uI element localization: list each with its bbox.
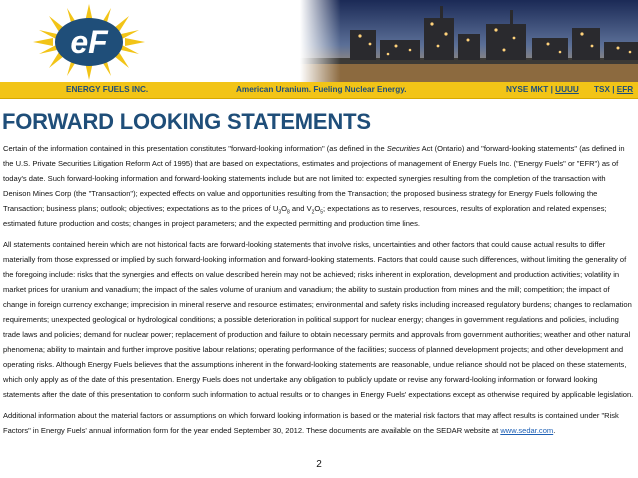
p3-end: .	[553, 426, 556, 435]
tsx-listing	[594, 85, 633, 94]
svg-text:eF: eF	[70, 24, 108, 60]
energy-fuels-logo	[14, 2, 164, 82]
tsx-ticker: EFR	[616, 85, 634, 94]
page-title: FORWARD LOOKING STATEMENTS	[2, 109, 371, 134]
p1-sub-2: 8	[287, 209, 290, 216]
nyse-label: NYSE MKT |	[506, 85, 553, 94]
p1-sub-3: 2	[311, 209, 315, 216]
p3-text: Additional information about the material factors or assumptions on which forward looking information is based or the material risk factors that may affect results is contained under "Risk Factors" in Energy Fuels' annual information form for the year ended September 30, 2012. These documents are available on the SEDAR website at	[3, 411, 619, 435]
nyse-listing	[506, 85, 579, 94]
p1-text-e: O	[314, 204, 321, 213]
p1-text-d: and V	[289, 204, 312, 213]
nyse-ticker: UUUU	[555, 85, 579, 94]
p1-text-c: O	[281, 204, 287, 213]
page-number: 2	[316, 459, 322, 470]
p1-text-a: Certain of the information contained in this presentation constitutes "forward-looking information" (as defined in the	[3, 144, 387, 153]
p1-sub-4: 5	[320, 209, 324, 216]
paragraph-3	[3, 408, 635, 438]
p1-sub-1: 3	[278, 209, 282, 216]
p1-text-f: ; expectations as to reserves, resources, results of exploration and related expenses; estimated future production and costs; changes in project parameters; and the expected permitting and production time lines.	[3, 204, 607, 228]
p1-italic: Securities	[386, 144, 420, 153]
company-name: ENERGY FUELS INC.	[66, 85, 149, 94]
mill-photo	[300, 0, 638, 82]
statement-body	[3, 141, 635, 444]
paragraph-1	[3, 141, 635, 231]
tsx-label: TSX |	[594, 85, 615, 94]
p1-text-b: Act (Ontario) and "forward-looking statements" (as defined in the U.S. Private Securities Litigation Reform Act of 1995) that are based on expectations, estimates and projections of management of Energy Fuels Inc. ("Energy Fuels" or "EFR") as of today's date. Such forward-looking information and forward-looking statements include but are not limited to: expected synergies resulting from the completion of the transaction with Denison Mines Corp (the "Transaction"); expected effects on value and opportunities resulting from the Transaction; the proposed business strategy for Energy Fuels following the Transaction; business plans; outlook; objectives; expectations as to the prices of U	[3, 144, 625, 213]
sedar-link[interactable]: www.sedar.com	[500, 426, 554, 435]
tagline: American Uranium. Fueling Nuclear Energy.	[236, 85, 407, 94]
header-banner	[0, 82, 638, 99]
paragraph-2: All statements contained herein which are not historical facts are forward-looking statements that involve risks, uncertainties and other factors that could cause actual results to differ materially from those expressed or implied by such forward-looking information and forward-looking statements. Factors that could cause such differences, without limiting the generality of the foregoing include: risks that the synergies and effects on value described herein may not be achieved; risks inherent in exploration, development and production activities; volatility in market prices for uranium and vanadium; the impact of the sales volume of uranium and vanadium; the ability to sustain production from mines and the mill; competition; the impact of change in foreign currency exchange; imprecision in mineral reserve and resource estimates; environmental and safety risks including increased regulatory burdens; changes to reclamation requirements; unexpected geological or hydrological conditions; a possible deterioration in political support for nuclear energy; changes in government regulations and policies, including trade laws and policies; demand for nuclear power; replacement of production and failure to obtain necessary permits and approvals from government authorities; weather and other natural phenomena; ability to maintain and further improve positive labour relations; operating performance of the facilities; success of planned development projects; and other development and operating risks. Although Energy Fuels believes that the assumptions inherent in the forward-looking statements are reasonable, undue reliance should not be placed on these statements, which only apply as of the date of this presentation. Energy Fuels does not undertake any obligation to publicly update or revise any forward-looking information or forward looking statements after the date of this presentation to conform such information to actual results or to changes in Energy Fuels' expectations except as otherwise required by applicable legislation.	[3, 240, 634, 399]
header-logo-area	[0, 0, 638, 82]
